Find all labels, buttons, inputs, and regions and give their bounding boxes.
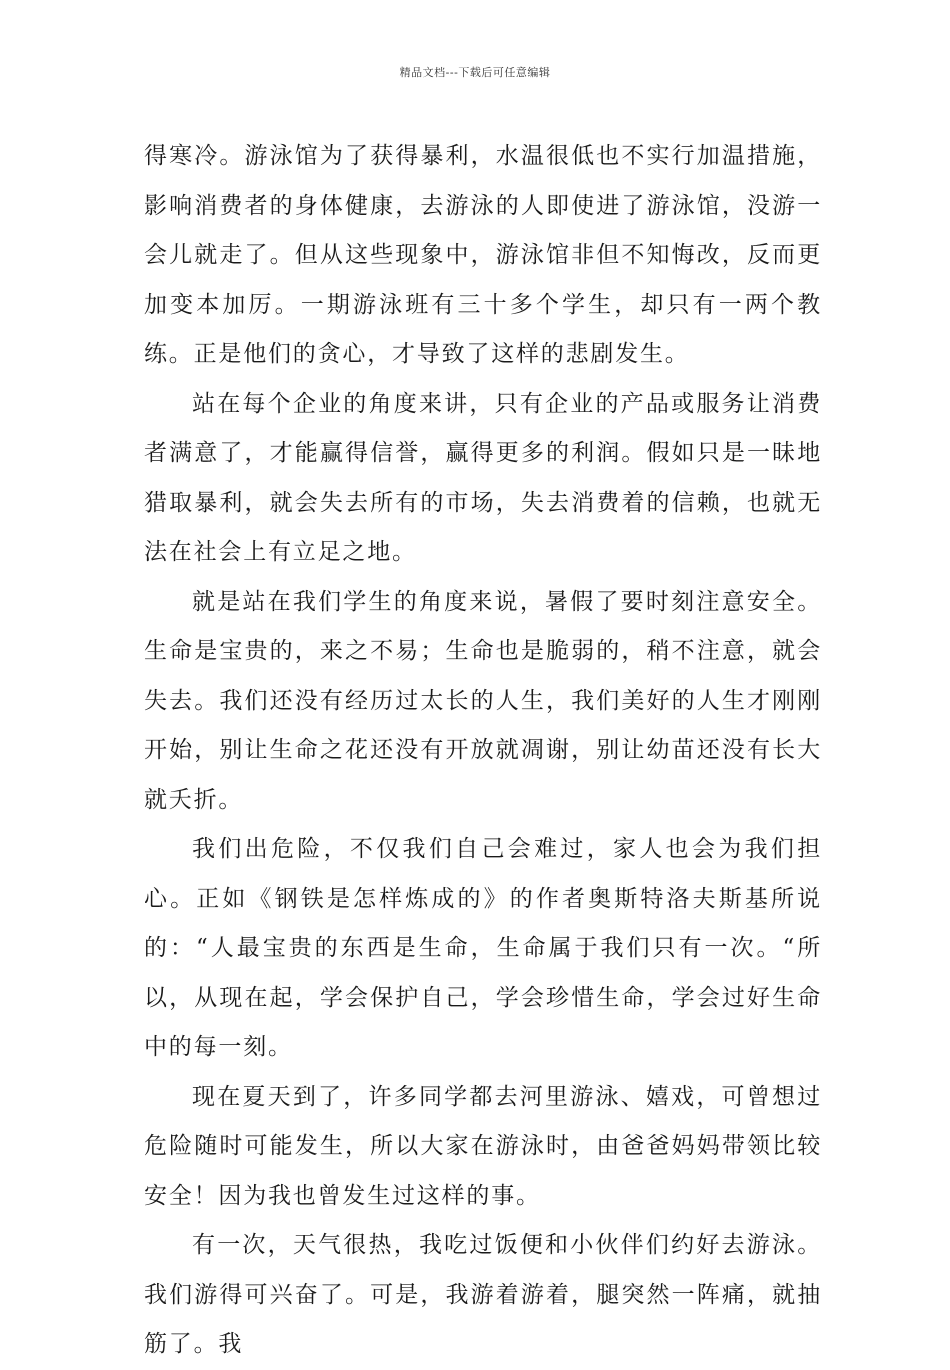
paragraph-3: 就是站在我们学生的角度来说，暑假了要时刻注意安全。生命是宝贵的，来之不易；生命也是脆弱的，稍不注意，就会失去。我们还没有经历过太长的人生，我们美好的人生才刚刚开始，别让生命之花还没有开放就凋谢，别让幼苗还没有长大就夭折。 bbox=[144, 588, 822, 813]
paragraph-6: 有一次，天气很热，我吃过饭便和小伙伴们约好去游泳。我们游得可兴奋了。可是，我游着游着，腿突然一阵痛，就抽筋了。我 bbox=[144, 1232, 822, 1357]
page-header: 精品文档---下载后可任意编辑 bbox=[399, 66, 551, 79]
document-body bbox=[144, 132, 822, 1370]
paragraph-4: 我们出危险，不仅我们自己会难过，家人也会为我们担心。正如《钢铁是怎样炼成的》的作者奥斯特洛夫斯基所说的：“人最宝贵的东西是生命，生命属于我们只有一次。“所以，从现在起，学会保护自己，学会珍惜生命，学会过好生命中的每一刻。 bbox=[144, 836, 822, 1060]
paragraph-1: 得寒冷。游泳馆为了获得暴利，水温很低也不实行加温措施，影响消费者的身体健康，去游泳的人即使进了游泳馆，没游一会儿就走了。但从这些现象中，游泳馆非但不知悔改，反而更加变本加厉。一期游泳班有三十多个学生，却只有一两个教练。正是他们的贪心，才导致了这样的悲剧发生。 bbox=[144, 143, 822, 367]
paragraph-2: 站在每个企业的角度来讲，只有企业的产品或服务让消费者满意了，才能赢得信誉，赢得更多的利润。假如只是一昧地猎取暴利，就会失去所有的市场，失去消费着的信赖，也就无法在社会上有立足之地。 bbox=[144, 390, 822, 565]
paragraph-5: 现在夏天到了，许多同学都去河里游泳、嬉戏，可曾想过危险随时可能发生，所以大家在游泳时，由爸爸妈妈带领比较安全！因为我也曾发生过这样的事。 bbox=[144, 1083, 822, 1209]
